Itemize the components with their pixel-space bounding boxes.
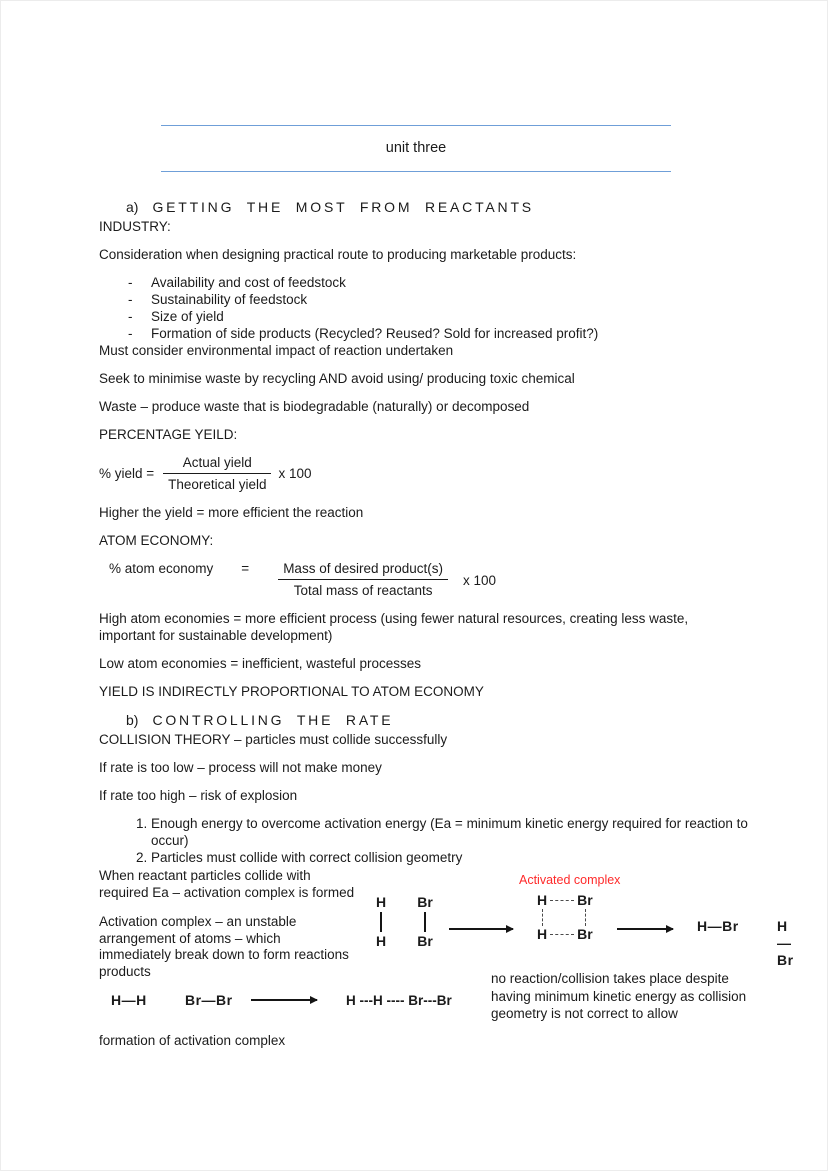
bond-line xyxy=(380,912,382,932)
industry-label: INDUSTRY: xyxy=(99,219,171,234)
reactant-molecule: H—H xyxy=(111,992,147,1008)
atom-economy-formula xyxy=(109,560,769,599)
br2-molecule xyxy=(415,894,435,950)
atom-label: H xyxy=(375,933,387,949)
partial-bond-dashes xyxy=(550,934,574,935)
feedstock-item: - Availability and cost of feedstock xyxy=(128,274,769,291)
formula-multiplier: x 100 xyxy=(463,573,497,588)
reaction-arrow xyxy=(617,928,673,930)
activated-complex-label: Activated complex xyxy=(519,873,621,887)
rate-high-line: If rate too high – risk of explosion xyxy=(99,788,298,803)
section-a-heading xyxy=(126,198,769,216)
note-continuation: formation of activation complex xyxy=(99,1033,286,1048)
h2-molecule xyxy=(371,894,391,950)
section-b-title: CONTROLLING THE RATE xyxy=(152,712,394,728)
reaction-arrow xyxy=(449,928,513,930)
formula-multiplier: x 100 xyxy=(278,466,312,481)
section-b-label: b) xyxy=(126,712,139,728)
percentage-yield-heading: PERCENTAGE YEILD: xyxy=(99,427,238,442)
fraction xyxy=(163,454,271,493)
feedstock-item: - Formation of side products (Recycled? Reused? Sold for increased profit?) xyxy=(128,325,769,342)
requirement-item: 1. Enough energy to overcome activation energy (Ea = minimum kinetic energy required for reaction to occur) xyxy=(151,815,769,849)
feedstock-list xyxy=(99,274,769,342)
section-a-title: GETTING THE MOST FROM REACTANTS xyxy=(152,199,534,215)
title-rule-bottom xyxy=(161,171,671,172)
title-block xyxy=(161,125,671,172)
unsuccessful-collision-diagram xyxy=(99,970,769,1030)
collision-theory-line: COLLISION THEORY – particles must collide successfully xyxy=(99,732,448,747)
partial-bond-dashes xyxy=(550,900,574,901)
atom-label: Br xyxy=(577,892,593,908)
formula-lhs: % atom economy xyxy=(109,561,214,576)
fraction xyxy=(278,560,448,599)
atom-label: Br xyxy=(577,926,593,942)
product-molecule: H—Br xyxy=(697,918,739,934)
activated-complex xyxy=(537,892,593,943)
formula-lhs: % yield = xyxy=(99,466,155,481)
feedstock-item: - Size of yield xyxy=(128,308,769,325)
collision-text: When reactant particles collide with required Ea – activation complex is formed xyxy=(99,868,355,900)
collision-requirements-list xyxy=(99,815,769,866)
activation-complex-text: Activation complex – an unstable arrangement of atoms – which immediately break down to form reactions products xyxy=(99,914,349,979)
waste-note-1: Seek to minimise waste by recycling AND avoid using/ producing toxic chemical xyxy=(99,371,575,386)
atom-label: H xyxy=(537,892,548,908)
atom-label: Br xyxy=(417,894,433,910)
requirement-item: 2. Particles must collide with correct collision geometry xyxy=(151,849,769,866)
low-atom-economy-note: Low atom economies = inefficient, wasteful processes xyxy=(99,656,422,671)
fraction-denominator: Total mass of reactants xyxy=(293,583,433,598)
atom-label: Br xyxy=(417,933,433,949)
reactant-molecule: Br—Br xyxy=(185,992,233,1008)
successful-collision-diagram xyxy=(99,868,794,979)
fraction-numerator: Actual yield xyxy=(163,454,271,474)
yield-atom-economy-relation: YIELD IS INDIRECTLY PROPORTIONAL TO ATOM ECONOMY xyxy=(99,684,484,699)
reaction-arrow xyxy=(251,999,317,1001)
fraction-denominator: Theoretical yield xyxy=(168,477,267,492)
complex-top-row xyxy=(537,892,593,909)
atom-label: H xyxy=(537,926,548,942)
bond-line xyxy=(424,912,426,932)
fraction-numerator: Mass of desired product(s) xyxy=(278,560,448,580)
feedstock-item: - Sustainability of feedstock xyxy=(128,291,769,308)
reactant-molecules xyxy=(371,894,435,950)
collision-result: H ---H ---- Br---Br xyxy=(346,993,452,1008)
percentage-yield-formula xyxy=(99,454,769,493)
high-atom-economy-note: High atom economies = more efficient process (using fewer natural resources, creating less waste, important for sustainable development) xyxy=(99,611,689,643)
complex-bottom-row xyxy=(537,926,593,943)
equals-sign: = xyxy=(241,561,250,576)
atom-economy-heading: ATOM ECONOMY: xyxy=(99,533,214,548)
intro-paragraph: Consideration when designing practical route to producing marketable products: xyxy=(99,247,577,262)
atom-label: H xyxy=(375,894,387,910)
waste-note-2: Waste – produce waste that is biodegradable (naturally) or decomposed xyxy=(99,399,530,414)
section-b-heading xyxy=(126,711,769,729)
partial-bond-vertical-dashes xyxy=(542,909,586,926)
environment-note: Must consider environmental impact of reaction undertaken xyxy=(99,343,454,358)
document-title: unit three xyxy=(385,140,447,156)
no-reaction-note: no reaction/collision takes place despite having minimum kinetic energy as collision geometry is not correct to allow xyxy=(491,971,747,1021)
yield-note: Higher the yield = more efficient the reaction xyxy=(99,505,364,520)
product-molecule: H—Br xyxy=(777,918,794,968)
section-a-label: a) xyxy=(126,199,139,215)
rate-low-line: If rate is too low – process will not make money xyxy=(99,760,382,775)
